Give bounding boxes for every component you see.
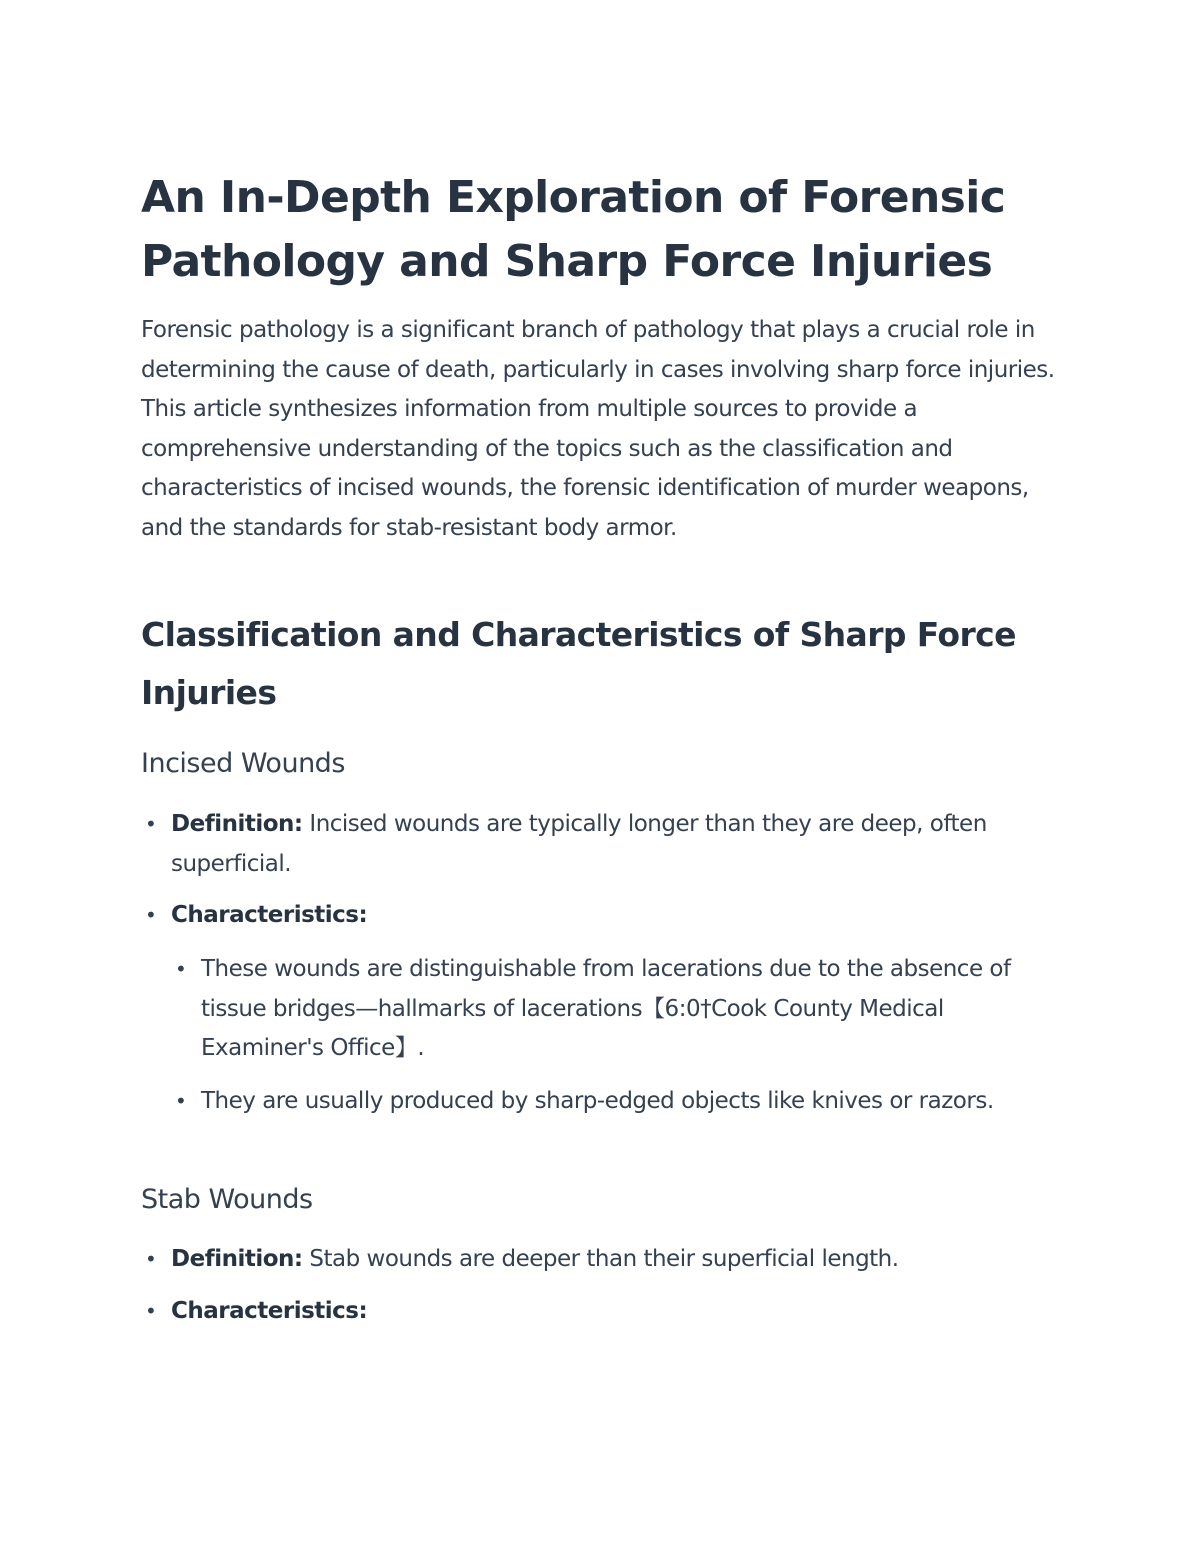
bullet-icon: • xyxy=(175,957,187,981)
definition-label: Definition: xyxy=(171,811,303,837)
sub-list-item-sharp-objects xyxy=(175,1082,1066,1122)
characteristics-label: Characteristics: xyxy=(171,902,368,928)
bullet-icon: • xyxy=(145,903,157,927)
bullet-icon: • xyxy=(145,1299,157,1323)
definition-text: Stab wounds are deeper than their superficial length. xyxy=(302,1246,899,1272)
list-item-incised-characteristics xyxy=(145,896,1066,936)
page-title: An In-Depth Exploration of Forensic Pathology and Sharp Force Injuries xyxy=(141,172,1006,287)
intro-paragraph: Forensic pathology is a significant branch of pathology that plays a crucial role in determining the cause of death, particularly in cases involving sharp force injuries. This article synthesizes information from multiple sources to provide a comprehensive understanding of the topics such as the classification and characteristics of incised wounds, the forensic identification of murder weapons, and the standards for stab-resistant body armor. xyxy=(141,317,1055,541)
sub-item-text: These wounds are distinguishable from lacerations due to the absence of tissue bridges—hallmarks of lacerations【6:0†Cook County Medical Examiner's Office】. xyxy=(201,956,1011,1061)
characteristics-label: Characteristics: xyxy=(171,1298,368,1324)
section-heading-classification: Classification and Characteristics of Sharp Force Injuries xyxy=(141,615,1016,712)
subheading-incised-wounds: Incised Wounds xyxy=(141,748,345,779)
sub-item-text: They are usually produced by sharp-edged objects like knives or razors. xyxy=(201,1088,994,1114)
definition-label: Definition: xyxy=(171,1246,303,1272)
bullet-icon: • xyxy=(175,1089,187,1113)
bullet-icon: • xyxy=(145,1247,157,1271)
definition-text: Incised wounds are typically longer than they are deep, often superficial. xyxy=(171,811,987,877)
sub-list-item-tissue-bridges xyxy=(175,950,1066,1069)
list-item-stab-definition xyxy=(145,1240,1066,1280)
subheading-stab-wounds: Stab Wounds xyxy=(141,1184,313,1215)
list-item-stab-characteristics xyxy=(145,1292,1066,1332)
bullet-icon: • xyxy=(145,812,157,836)
list-item-incised-definition xyxy=(145,805,1066,884)
